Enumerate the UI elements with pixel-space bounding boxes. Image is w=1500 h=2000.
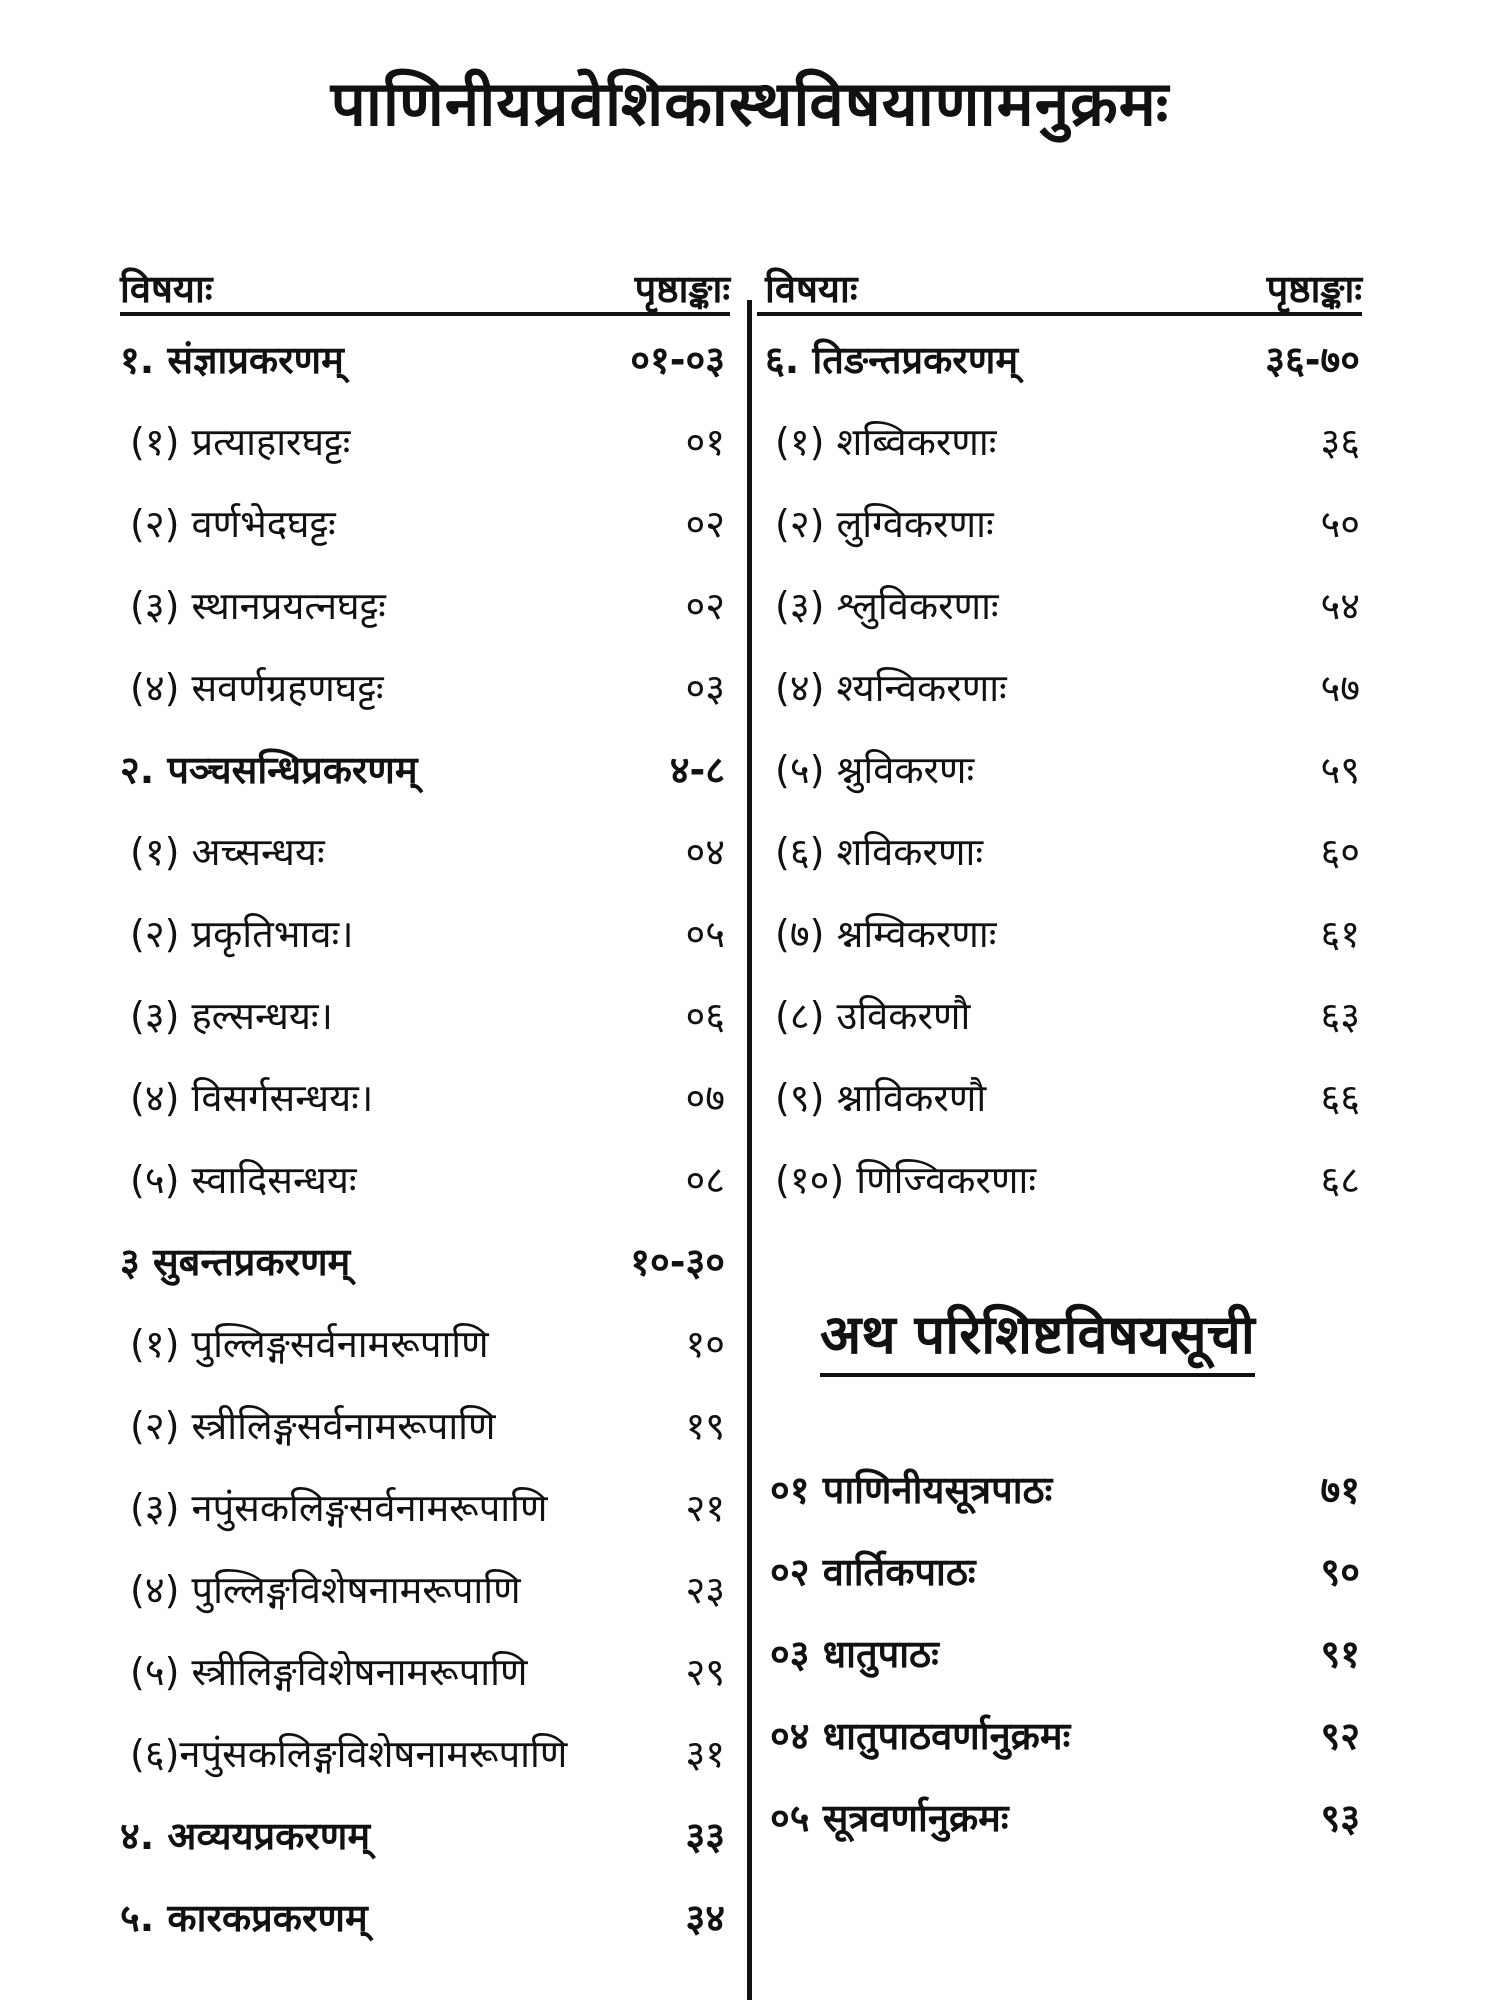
toc-row — [765, 653, 1360, 723]
toc-row-label: (१) अच्सन्धयः — [130, 830, 325, 874]
toc-row-label: ४. अव्ययप्रकरणम् — [120, 1814, 371, 1858]
toc-row-label: (२) स्त्रीलिङ्गसर्वनामरूपाणि — [130, 1404, 496, 1448]
toc-row — [770, 1619, 1360, 1689]
toc-row-page: ०१-०३ — [630, 338, 725, 382]
toc-row-page: ०३ — [685, 666, 725, 710]
left-column-header — [120, 262, 730, 316]
toc-row — [120, 899, 725, 969]
toc-row-page: २९ — [685, 1650, 725, 1694]
right-subject-header: विषयाः — [765, 267, 858, 311]
toc-row-page: ६१ — [1320, 912, 1360, 956]
toc-row-page: ०५ — [685, 912, 725, 956]
toc-row-label: (७) श्नम्विकरणाः — [775, 912, 997, 956]
toc-row-page: ०१ — [685, 420, 725, 464]
toc-row — [120, 1719, 725, 1789]
toc-row-page: ६६ — [1320, 1076, 1360, 1120]
toc-row-label: ६. तिङन्तप्रकरणम् — [765, 338, 1019, 382]
toc-row-label: (४) सवर्णग्रहणघट्टः — [130, 666, 384, 710]
toc-row-label: ५. कारकप्रकरणम् — [120, 1896, 368, 1940]
toc-row-label: (४) श्यन्विकरणाः — [775, 666, 1007, 710]
toc-row — [765, 407, 1360, 477]
toc-row — [770, 1783, 1360, 1853]
toc-row — [120, 1309, 725, 1379]
toc-row-label: (५) श्नुविकरणः — [775, 748, 975, 792]
toc-row-page: ३६ — [1320, 420, 1360, 464]
toc-row-label: (१) शब्विकरणाः — [775, 420, 997, 464]
toc-row-page: ०२ — [685, 584, 725, 628]
toc-row-label: ०२ वार्तिकपाठः — [770, 1550, 976, 1594]
toc-row — [765, 735, 1360, 805]
toc-row-page: ६८ — [1320, 1158, 1360, 1202]
toc-row-page: ६३ — [1320, 994, 1360, 1038]
toc-row-page: ३४ — [685, 1896, 725, 1940]
toc-row-label: (३) हल्सन्धयः। — [130, 994, 333, 1038]
toc-row — [120, 1801, 725, 1871]
toc-row-label: २. पञ्चसन्धिप्रकरणम् — [120, 748, 418, 792]
toc-row-page: ४-८ — [669, 748, 725, 792]
toc-row-page: २१ — [685, 1486, 725, 1530]
toc-row-page: ३३ — [685, 1814, 725, 1858]
toc-row-label: (१०) णिज्विकरणाः — [775, 1158, 1036, 1202]
column-divider — [747, 300, 752, 2000]
toc-row-page: ०२ — [685, 502, 725, 546]
toc-row-page: ०६ — [685, 994, 725, 1038]
toc-row — [765, 981, 1360, 1051]
toc-row-label: ०१ पाणिनीयसूत्रपाठः — [770, 1468, 1053, 1512]
toc-row — [765, 489, 1360, 559]
appendix-title: अथ परिशिष्टविषयसूची — [820, 1295, 1255, 1377]
toc-row — [120, 325, 725, 395]
toc-row-label: ०३ धातुपाठः — [770, 1632, 939, 1676]
toc-row — [765, 817, 1360, 887]
toc-row — [120, 981, 725, 1051]
toc-row-page: १० — [685, 1322, 725, 1366]
toc-row-page: ३१ — [685, 1732, 725, 1776]
toc-row-page: ९२ — [1320, 1714, 1360, 1758]
toc-row-page: ५४ — [1320, 584, 1360, 628]
toc-row-page: १०-३० — [630, 1240, 725, 1284]
toc-row-label: (६)नपुंसकलिङ्गविशेषनामरूपाणि — [130, 1732, 568, 1776]
toc-row — [120, 1637, 725, 1707]
toc-row-page: ०७ — [685, 1076, 725, 1120]
toc-row — [120, 1473, 725, 1543]
toc-row-page: ९० — [1320, 1550, 1360, 1594]
toc-row — [770, 1701, 1360, 1771]
toc-row-label: (२) प्रकृतिभावः। — [130, 912, 354, 956]
toc-row-label: (३) श्लुविकरणाः — [775, 584, 999, 628]
toc-row-page: ५७ — [1320, 666, 1360, 710]
toc-row-label: (२) लुग्विकरणाः — [775, 502, 994, 546]
toc-row — [770, 1455, 1360, 1525]
toc-row — [120, 1227, 725, 1297]
toc-row-label: (५) स्वादिसन्धयः — [130, 1158, 357, 1202]
toc-row-label: (१) पुल्लिङ्गसर्वनामरूपाणि — [130, 1322, 489, 1366]
toc-row — [765, 1063, 1360, 1133]
toc-row-page: ५० — [1320, 502, 1360, 546]
toc-row — [120, 571, 725, 641]
left-subject-header: विषयाः — [120, 267, 213, 311]
toc-row-label: (४) विसर्गसन्धयः। — [130, 1076, 374, 1120]
toc-row — [120, 407, 725, 477]
toc-row — [765, 325, 1360, 395]
toc-row — [120, 653, 725, 723]
toc-row-label: (८) उविकरणौ — [775, 994, 971, 1038]
toc-row-label: १. संज्ञाप्रकरणम् — [120, 338, 344, 382]
toc-row-label: (५) स्त्रीलिङ्गविशेषनामरूपाणि — [130, 1650, 528, 1694]
toc-row-page: १९ — [685, 1404, 725, 1448]
toc-row — [770, 1537, 1360, 1607]
toc-row-page: ०४ — [685, 830, 725, 874]
toc-row — [120, 489, 725, 559]
toc-row-label: (१) प्रत्याहारघट्टः — [130, 420, 351, 464]
page-title: पाणिनीयप्रवेशिकास्थविषयाणामनुक्रमः — [330, 67, 1170, 140]
toc-row-page: ९१ — [1320, 1632, 1360, 1676]
toc-row — [765, 571, 1360, 641]
toc-row-label: (३) नपुंसकलिङ्गसर्वनामरूपाणि — [130, 1486, 548, 1530]
right-column-header — [757, 262, 1362, 316]
toc-row-page: ०८ — [685, 1158, 725, 1202]
toc-row-label: (४) पुल्लिङ्गविशेषनामरूपाणि — [130, 1568, 521, 1612]
toc-row — [120, 817, 725, 887]
right-page-header: पृष्ठाङ्काः — [1266, 267, 1362, 311]
toc-row-label: (२) वर्णभेदघट्टः — [130, 502, 336, 546]
toc-row-label: (६) शविकरणाः — [775, 830, 984, 874]
toc-row-page: ३६-७० — [1265, 338, 1360, 382]
toc-row-label: ०४ धातुपाठवर्णानुक्रमः — [770, 1714, 1071, 1758]
toc-row-page: ९३ — [1320, 1796, 1360, 1840]
toc-row-label: (३) स्थानप्रयत्नघट्टः — [130, 584, 386, 628]
left-page-header: पृष्ठाङ्काः — [634, 267, 730, 311]
toc-row — [765, 899, 1360, 969]
toc-row-page: ५९ — [1320, 748, 1360, 792]
toc-row-label: ३ सुबन्तप्रकरणम् — [120, 1240, 351, 1284]
toc-row — [120, 735, 725, 805]
toc-row-page: ७१ — [1320, 1468, 1360, 1512]
toc-row-page: ६० — [1320, 830, 1360, 874]
toc-row-label: (९) श्नाविकरणौ — [775, 1076, 987, 1120]
toc-row — [120, 1555, 725, 1625]
toc-row — [120, 1391, 725, 1461]
toc-row — [120, 1883, 725, 1953]
toc-row-label: ०५ सूत्रवर्णानुक्रमः — [770, 1796, 1009, 1840]
toc-row — [765, 1145, 1360, 1215]
toc-row — [120, 1145, 725, 1215]
toc-row-page: २३ — [685, 1568, 725, 1612]
toc-row — [120, 1063, 725, 1133]
